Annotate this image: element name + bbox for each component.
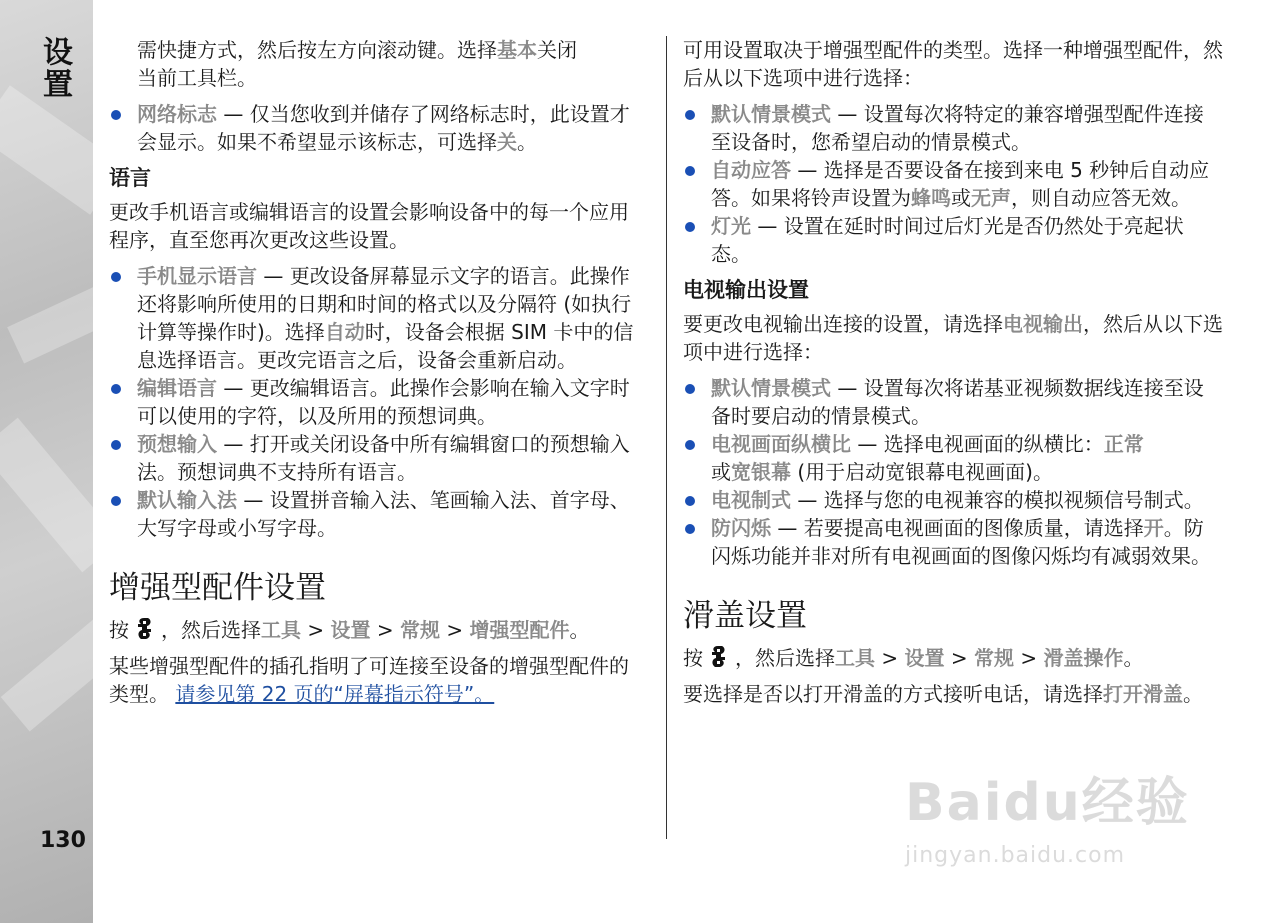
path-enhancement: 增强型配件 (469, 618, 570, 642)
accessory-section-title: 增强型配件设置 (109, 570, 326, 606)
term-off: 关 (497, 130, 517, 154)
path-press: 按 (109, 618, 129, 642)
item-text-2: ，则自动应答无效。 (1011, 186, 1191, 210)
intro-paragraph (109, 36, 645, 92)
list-item (109, 100, 645, 156)
item-text: — 选择是否要设备在接到来电 5 秒钟后自动应答。如果将铃声设置为 (711, 158, 1210, 210)
term-auto-answer: 自动应答 (711, 158, 791, 182)
list-item (109, 486, 645, 542)
slide-para-end: 。 (1183, 682, 1203, 706)
term-aspect-ratio: 电视画面纵横比 (711, 432, 851, 456)
network-logo-list (109, 100, 645, 156)
list-item (683, 100, 1223, 156)
page-number: 130 (40, 828, 86, 853)
path-separator: > (301, 618, 331, 642)
item-text-2: 时，设备会根据 SIM 卡中的信息选择语言。更改完语言之后，设备会重新启动。 (137, 320, 634, 372)
path-separator: > (944, 646, 974, 670)
path-end: 。 (569, 618, 590, 642)
path-then: ，然后选择 (161, 618, 261, 642)
left-column (109, 36, 645, 716)
path-then: ，然后选择 (735, 646, 835, 670)
term-on: 开 (1143, 516, 1164, 540)
path-press: 按 (683, 646, 703, 670)
section-title-vertical: 设置 (37, 36, 72, 100)
term-tv-out: 电视输出 (1003, 312, 1083, 336)
indicator-link[interactable]: 请参见第 22 页的“屏幕指示符号”。 (175, 682, 495, 706)
sidebar (0, 0, 93, 923)
term-basic: 基本 (497, 38, 537, 62)
item-text-2: 。防闪烁功能并非对所有电视画面的图像闪烁均有减弱效果。 (711, 516, 1211, 568)
term-default-input: 默认输入法 (137, 488, 237, 512)
tv-out-heading: 电视输出设置 (683, 278, 809, 302)
tv-out-paragraph (683, 310, 1223, 366)
menu-key-icon (709, 645, 729, 669)
intro-text: 需快捷方式，然后按左方向滚动键。选择 (137, 38, 497, 62)
list-item (683, 486, 1223, 514)
tv-options-list (683, 374, 1223, 570)
term-auto: 自动 (324, 320, 365, 344)
path-tools: 工具 (835, 646, 875, 670)
item-text: — 若要提高电视画面的图像质量，请选择 (771, 516, 1144, 540)
term-tv-system: 电视制式 (711, 488, 791, 512)
list-item (683, 212, 1223, 268)
watermark-url: jingyan.baidu.com (905, 843, 1126, 868)
list-item (109, 374, 645, 430)
intro-text-2: 当前工具栏。 (137, 66, 257, 90)
path-settings: 设置 (904, 646, 945, 670)
slide-menu-path (683, 644, 1223, 672)
accessory-paragraph (109, 652, 645, 708)
term-default-profile: 默认情景模式 (711, 376, 831, 400)
term-widescreen: 宽银幕 (731, 460, 791, 484)
path-separator: > (439, 618, 470, 642)
slide-para-text: 要选择是否以打开滑盖的方式接听电话，请选择 (683, 682, 1103, 706)
item-end: 。 (517, 130, 537, 154)
item-text-2: (用于启动宽银幕电视画面)。 (791, 460, 1053, 484)
baidu-watermark (905, 760, 1205, 880)
term-beep: 蜂鸣 (911, 186, 951, 210)
item-text: — 设置每次将诺基亚视频数据线连接至设备时要启动的情景模式。 (711, 376, 1204, 428)
term-default-profile: 默认情景模式 (711, 102, 831, 126)
term-display-language: 手机显示语言 (137, 264, 257, 288)
intro-text-end: 关闭 (537, 38, 577, 62)
list-item (109, 262, 645, 374)
right-column (683, 36, 1223, 716)
path-separator: > (1013, 646, 1044, 670)
term-flicker-filter: 防闪烁 (711, 516, 771, 540)
accessory-text: 某些增强型配件的插孔指明了可连接至设备的增强型配件的类型。 (109, 654, 629, 706)
watermark-logo: Baidu经验 (905, 773, 1190, 833)
term-silent: 无声 (971, 186, 1011, 210)
accessory-intro: 可用设置取决于增强型配件的类型。选择一种增强型配件，然后从以下选项中进行选择： (683, 38, 1223, 90)
column-divider (666, 36, 667, 839)
item-text: — 选择电视画面的纵横比： (851, 432, 1104, 456)
item-text: — 更改设备屏幕显示文字的语言。此操作还将影响所使用的日期和时间的格式以及分隔符 (如执行计算等操作时)。选择 (137, 264, 632, 344)
term-normal: 正常 (1103, 432, 1144, 456)
item-text: — 设置拼音输入法、笔画输入法、首字母、大写字母或小写字母。 (137, 488, 630, 540)
list-item (109, 430, 645, 486)
menu-key-icon (135, 617, 155, 641)
list-item (683, 514, 1223, 570)
path-general: 常规 (973, 646, 1014, 670)
term-lights: 灯光 (711, 214, 751, 238)
item-text: — 打开或关闭设备中所有编辑窗口的预想输入法。预想词典不支持所有语言。 (137, 432, 630, 484)
accessory-menu-path (109, 616, 645, 644)
list-item (683, 430, 1223, 486)
list-item (683, 156, 1223, 212)
language-paragraph: 更改手机语言或编辑语言的设置会影响设备中的每一个应用程序，直至您再次更改这些设置。 (109, 200, 629, 252)
item-text: — 更改编辑语言。此操作会影响在输入文字时可以使用的字符，以及所用的预想词典。 (137, 376, 630, 428)
term-writing-language: 编辑语言 (137, 376, 217, 400)
language-list (109, 262, 645, 542)
term-network-logo: 网络标志 (137, 102, 217, 126)
path-tools: 工具 (261, 618, 301, 642)
slide-section-title: 滑盖设置 (683, 598, 807, 634)
term-predictive-text: 预想输入 (137, 432, 217, 456)
item-or: 或 (951, 186, 971, 210)
path-settings: 设置 (330, 618, 371, 642)
language-heading: 语言 (109, 166, 151, 190)
tv-para-text: 要更改电视输出连接的设置，请选择 (683, 312, 1003, 336)
path-separator: > (370, 618, 400, 642)
item-text: — 选择与您的电视兼容的模拟视频信号制式。 (791, 488, 1204, 512)
item-text: — 仅当您收到并储存了网络标志时，此设置才会显示。如果不希望显示该标志，可选择 (137, 102, 630, 154)
path-slide-handling: 滑盖操作 (1043, 646, 1124, 670)
item-or: 或 (711, 460, 731, 484)
item-text: — 设置每次将特定的兼容增强型配件连接至设备时，您希望启动的情景模式。 (711, 102, 1204, 154)
path-end: 。 (1123, 646, 1144, 670)
list-item (683, 374, 1223, 430)
tv-para-end: ，然后从以下选项中进行选择： (683, 312, 1223, 364)
path-separator: > (875, 646, 905, 670)
term-open-slide: 打开滑盖 (1103, 682, 1183, 706)
slide-paragraph (683, 680, 1223, 708)
path-general: 常规 (399, 618, 440, 642)
accessory-options-list (683, 100, 1223, 268)
item-text: — 设置在延时时间过后灯光是否仍然处于亮起状态。 (711, 214, 1184, 266)
